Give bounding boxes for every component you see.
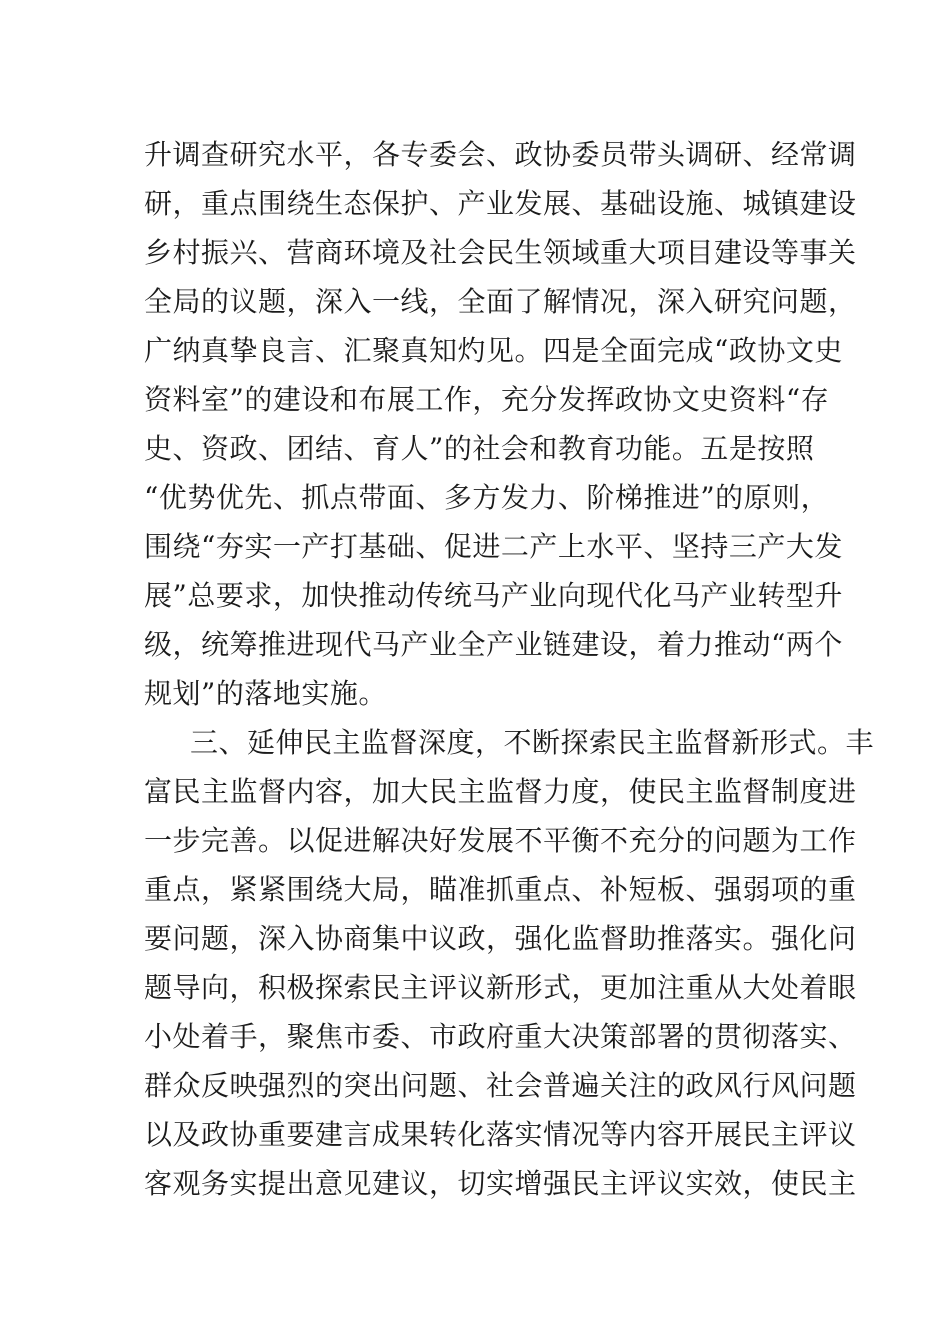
text-line: 级，统筹推进现代马产业全产业链建设，着力推动“两个 [144, 628, 843, 661]
body-text [144, 130, 875, 1208]
text-line: 群众反映强烈的突出问题、社会普遍关注的政风行风问题 [144, 1069, 857, 1102]
section-heading-line: 三、延伸民主监督深度，不断探索民主监督新形式。丰 [190, 726, 875, 759]
text-line: 围绕“夯实一产打基础、促进二产上水平、坚持三产大发 [144, 530, 843, 563]
text-line: 重点，紧紧围绕大局，瞄准抓重点、补短板、强弱项的重 [144, 873, 857, 906]
text-line: 展”总要求，加快推动传统马产业向现代化马产业转型升 [144, 579, 843, 612]
text-line: 客观务实提出意见建议，切实增强民主评议实效，使民主 [144, 1167, 857, 1200]
text-line: 全局的议题，深入一线，全面了解情况，深入研究问题， [144, 285, 857, 318]
text-line: 小处着手，聚焦市委、市政府重大决策部署的贯彻落实、 [144, 1020, 857, 1053]
text-line: 富民主监督内容，加大民主监督力度，使民主监督制度进 [144, 775, 857, 808]
text-line: 研，重点围绕生态保护、产业发展、基础设施、城镇建设 [144, 187, 857, 220]
text-line: 以及政协重要建言成果转化落实情况等内容开展民主评议 [144, 1118, 857, 1151]
text-line: 规划”的落地实施。 [144, 677, 387, 710]
text-line: 资料室”的建设和布展工作，充分发挥政协文史资料“存 [144, 383, 830, 416]
text-line: 史、资政、团结、育人”的社会和教育功能。五是按照 [144, 432, 815, 465]
text-line: “优势优先、抓点带面、多方发力、阶梯推进”的原则， [144, 481, 830, 514]
text-line: 题导向，积极探索民主评议新形式，更加注重从大处着眼 [144, 971, 857, 1004]
text-line: 乡村振兴、营商环境及社会民生领域重大项目建设等事关 [144, 236, 857, 269]
text-line: 要问题，深入协商集中议政，强化监督助推落实。强化问 [144, 922, 857, 955]
text-line: 升调查研究水平，各专委会、政协委员带头调研、经常调 [144, 138, 857, 171]
text-line: 一步完善。以促进解决好发展不平衡不充分的问题为工作 [144, 824, 857, 857]
text-line: 广纳真挚良言、汇聚真知灼见。四是全面完成“政协文史 [144, 334, 843, 367]
